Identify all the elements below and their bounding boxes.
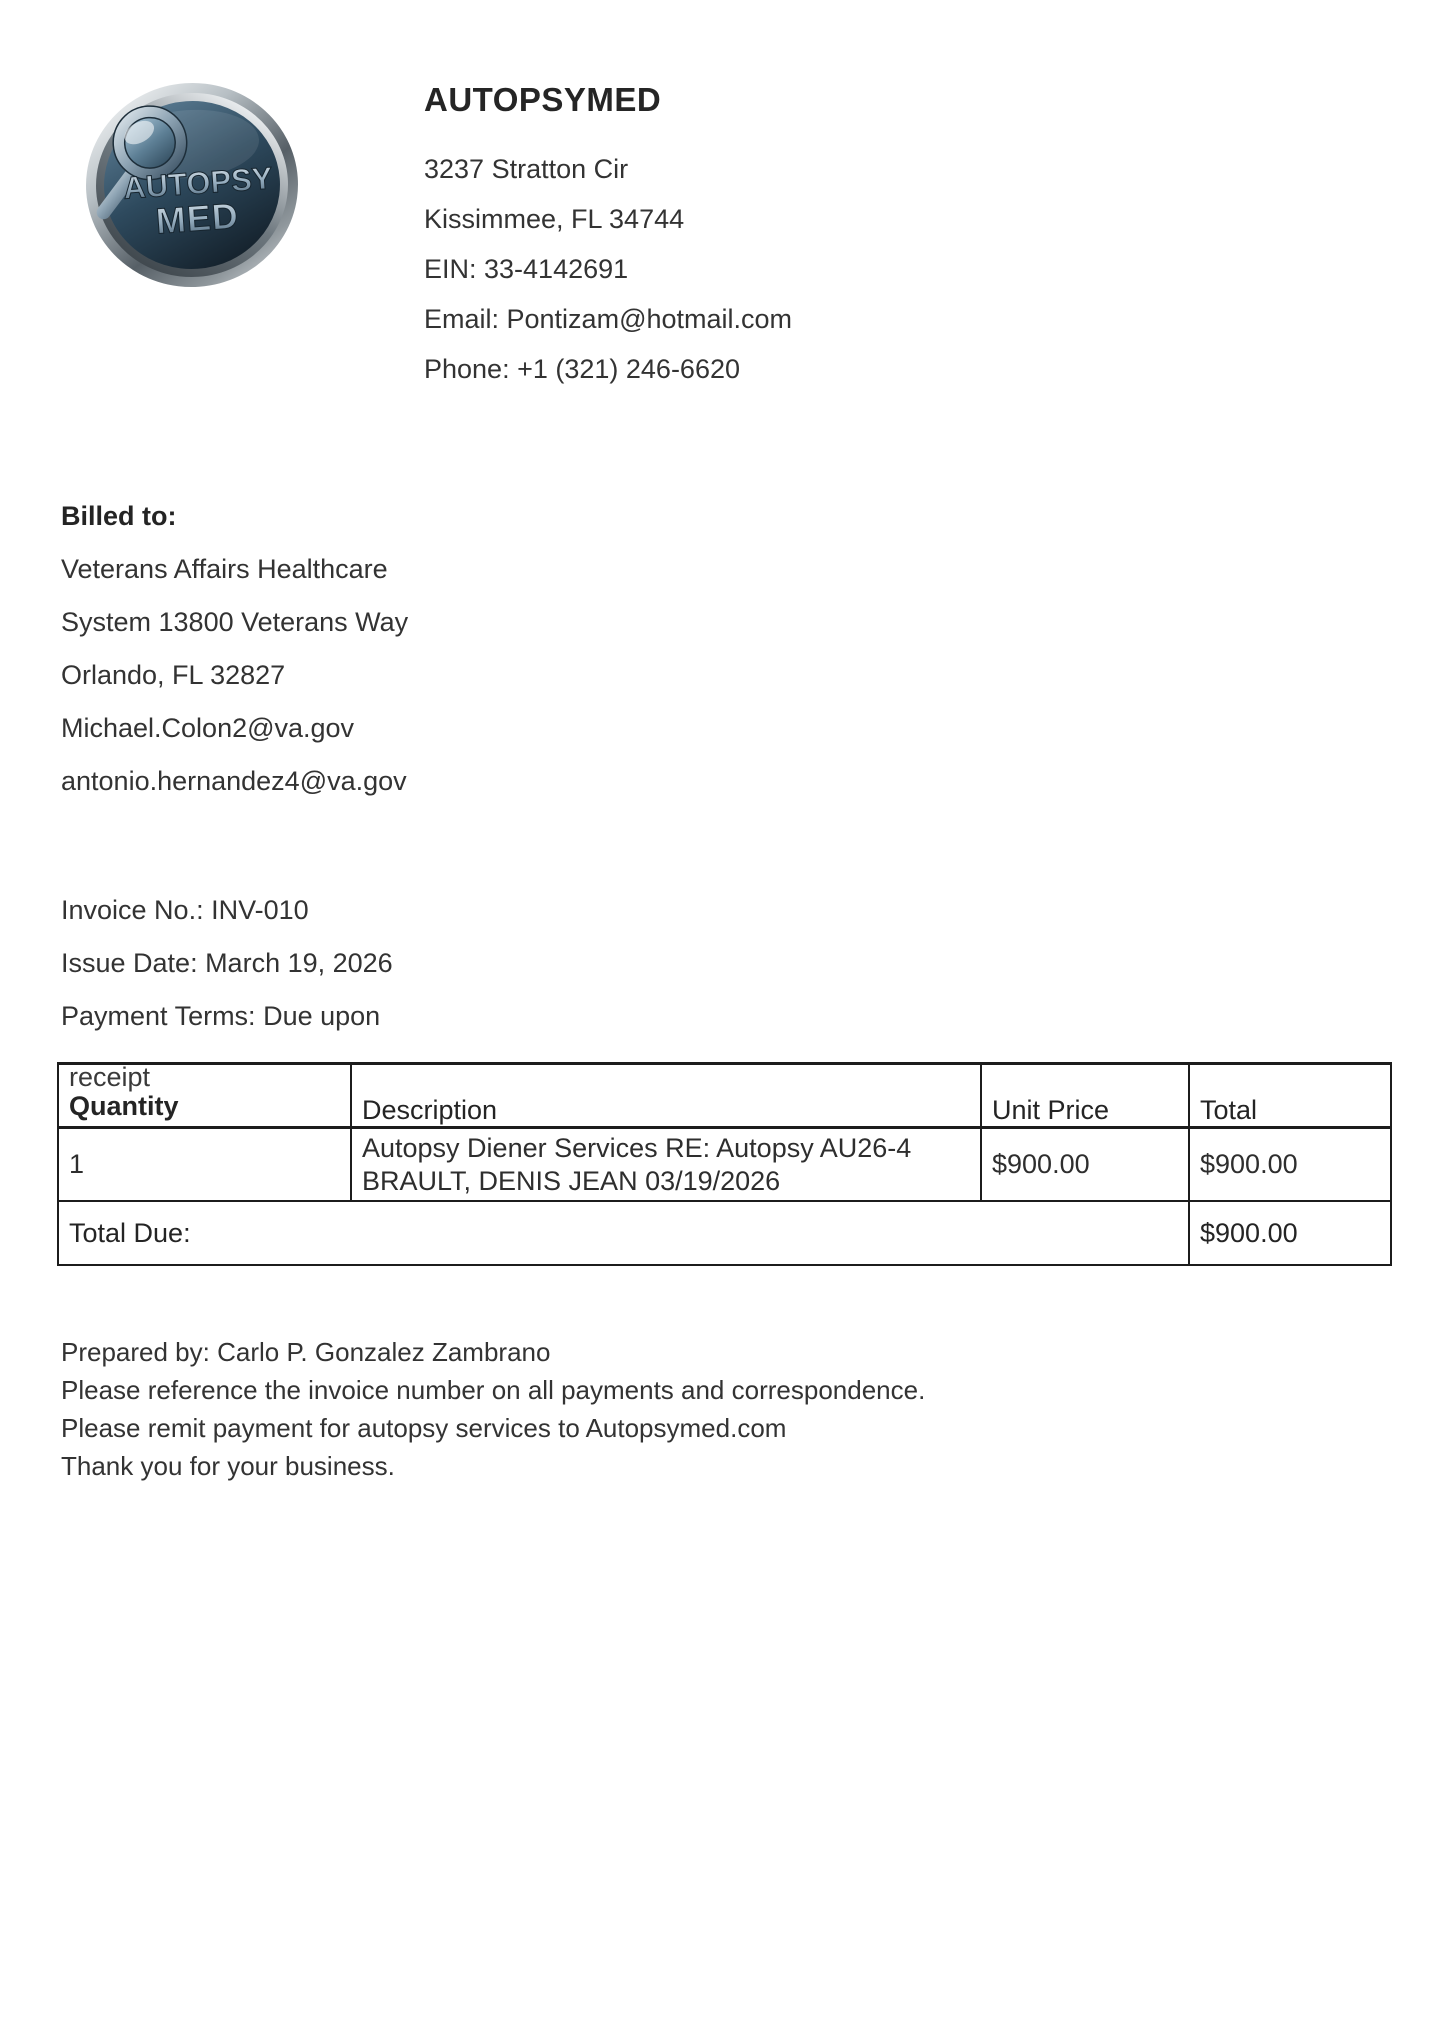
company-phone: Phone: +1 (321) 246-6620 [424,354,740,384]
total-due-value: $900.00 [1189,1201,1391,1265]
item-unit-price: $900.00 [981,1128,1189,1202]
magnifier-icon [117,110,183,176]
invoice-number: Invoice No.: INV-010 [61,895,309,925]
invoice-meta-section [61,884,861,1043]
billed-to-line: Orlando, FL 32827 [61,660,286,690]
billed-to-label: Billed to: [61,501,177,531]
company-address-line1: 3237 Stratton Cir [424,154,629,184]
autopsymed-badge [85,82,300,289]
table-header-row [58,1064,1391,1128]
column-header-description: Description [351,1064,981,1128]
company-logo [85,82,300,289]
column-header-unit-price: Unit Price [981,1064,1189,1128]
total-due-row [58,1201,1391,1265]
line-items-table [57,1062,1392,1266]
company-info [424,82,1124,394]
payment-terms-overflow-text: receipt [69,1062,151,1092]
total-due-label: Total Due: [58,1201,1189,1265]
billed-to-line: System 13800 Veterans Way [61,607,409,637]
company-name: AUTOPSYMED [424,81,662,118]
table-row [58,1128,1391,1202]
item-total: $900.00 [1189,1128,1391,1202]
badge-text-med: MED [154,194,241,242]
footer-notes [61,1333,1161,1485]
company-email: Email: Pontizam@hotmail.com [424,304,793,334]
reference-note-line: Please reference the invoice number on all payments and correspondence. [61,1375,926,1405]
item-quantity: 1 [58,1128,351,1202]
billed-to-email-2: antonio.hernandez4@va.gov [61,766,407,796]
remit-payment-line: Please remit payment for autopsy services to Autopsymed.com [61,1413,787,1443]
column-header-quantity: receipt Quantity [58,1064,351,1128]
billed-to-section [61,490,761,808]
company-address-line2: Kissimmee, FL 34744 [424,204,685,234]
payment-terms: Payment Terms: Due upon [61,1001,381,1031]
badge-text-autopsy: AUTOPSY [122,160,274,206]
billed-to-line: Veterans Affairs Healthcare [61,554,388,584]
column-header-total: Total [1189,1064,1391,1128]
billed-to-email-1: Michael.Colon2@va.gov [61,713,355,743]
thank-you-line: Thank you for your business. [61,1451,395,1481]
item-description: Autopsy Diener Services RE: Autopsy AU26-4 BRAULT, DENIS JEAN 03/19/2026 [351,1128,981,1202]
company-ein: EIN: 33-4142691 [424,254,629,284]
prepared-by-line: Prepared by: Carlo P. Gonzalez Zambrano [61,1337,551,1367]
issue-date: Issue Date: March 19, 2026 [61,948,393,978]
